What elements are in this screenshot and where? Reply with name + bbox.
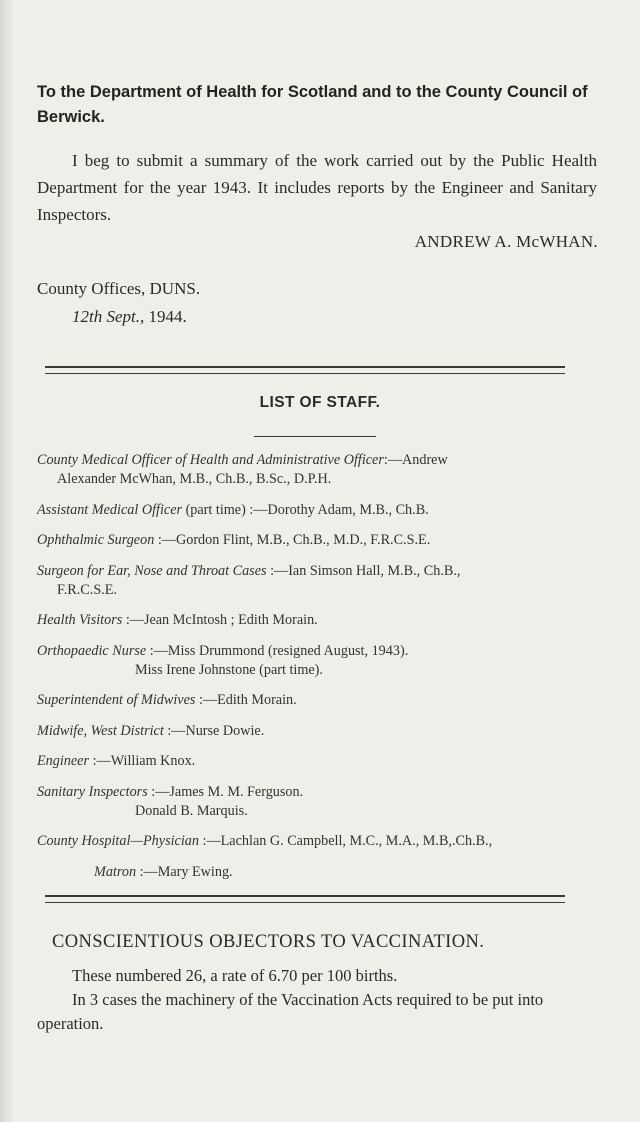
- staff-entry: [37, 691, 612, 710]
- address-block: [37, 275, 200, 331]
- addressee-heading: To the Department of Health for Scotland and to the County Council of Berwick.: [37, 83, 588, 126]
- divider-rule: [45, 895, 565, 903]
- staff-name: :—Ian Simson Hall, M.B., Ch.B.,: [266, 562, 461, 579]
- staff-role: Health Visitors: [37, 612, 123, 628]
- staff-name: :—Miss Drummond (resigned August, 1943).: [146, 642, 409, 659]
- staff-entry: [37, 722, 612, 741]
- staff-entry: [37, 501, 612, 520]
- staff-entry: [37, 642, 612, 680]
- staff-name: :—Andrew: [383, 452, 448, 468]
- divider-rule: [45, 366, 565, 374]
- date-day: 12th: [72, 307, 103, 326]
- staff-heading: LIST OF STAFF.: [259, 394, 381, 411]
- vaccination-heading: CONSCIENTIOUS OBJECTORS TO VACCINATION.: [52, 932, 485, 952]
- staff-entry: [37, 863, 612, 882]
- staff-entry: [37, 562, 612, 600]
- staff-name: :—William Knox.: [89, 753, 196, 769]
- vaccination-paragraph: These numbered 26, a rate of 6.70 per 100 births.: [72, 966, 398, 985]
- staff-continuation: Miss Irene Johnstone (part time).: [135, 661, 323, 678]
- staff-role: Engineer: [37, 753, 90, 769]
- staff-entry: [37, 783, 612, 821]
- staff-role: Ophthalmic Surgeon: [37, 532, 155, 548]
- staff-role: Matron: [94, 863, 137, 880]
- date-month: Sept.,: [106, 307, 145, 326]
- staff-continuation: Donald B. Marquis.: [135, 802, 248, 819]
- staff-role: County Medical Officer of Health and Administrative Officer: [37, 452, 384, 468]
- address-line: County Offices, DUNS.: [37, 279, 201, 298]
- staff-continuation: F.R.C.S.E.: [57, 581, 117, 598]
- staff-name: :—Gordon Flint, M.B., Ch.B., M.D., F.R.C.S.E.: [154, 532, 431, 548]
- staff-entry: [37, 531, 612, 550]
- address-date: [37, 303, 200, 331]
- staff-name: :—Lachlan G. Campbell, M.C., M.A., M.B,.Ch.B.,: [198, 833, 493, 849]
- staff-entry: [37, 611, 612, 630]
- staff-role: Superintendent of Midwives: [37, 692, 196, 708]
- staff-name: :—Nurse Dowie.: [163, 722, 265, 739]
- vaccination-paragraph: In 3 cases the machinery of the Vaccination Acts required to be put into operation.: [37, 990, 544, 1033]
- staff-entry: [37, 451, 612, 489]
- vaccination-text: [37, 964, 604, 1036]
- date-year: 1944.: [148, 307, 187, 326]
- page-spine-shadow: [0, 0, 14, 1122]
- staff-name: (part time) :—Dorothy Adam, M.B., Ch.B.: [182, 501, 429, 518]
- staff-role: County Hospital—Physician: [37, 833, 199, 849]
- staff-name: :—Edith Morain.: [195, 692, 297, 708]
- signature: ANDREW A. McWHAN.: [414, 232, 598, 251]
- staff-list: [37, 451, 612, 893]
- staff-role: Assistant Medical Officer: [37, 501, 183, 518]
- staff-entry: [37, 832, 612, 851]
- staff-name: :—Jean McIntosh ; Edith Morain.: [122, 612, 318, 628]
- staff-entry: [37, 752, 612, 771]
- staff-name: :—Mary Ewing.: [136, 863, 233, 880]
- staff-role: Surgeon for Ear, Nose and Throat Cases: [37, 562, 267, 579]
- staff-name: :—James M. M. Ferguson.: [147, 783, 304, 800]
- staff-role: Midwife, West District: [37, 722, 164, 739]
- staff-role: Sanitary Inspectors: [37, 783, 148, 800]
- staff-role: Orthopaedic Nurse: [37, 642, 147, 659]
- heading-underline: [254, 436, 376, 437]
- intro-paragraph: I beg to submit a summary of the work carried out by the Public Health Department for the year 1943. It includes reports by the Engineer and Sanitary Inspectors.: [37, 151, 597, 224]
- staff-continuation: Alexander McWhan, M.B., Ch.B., B.Sc., D.P.H.: [57, 471, 332, 487]
